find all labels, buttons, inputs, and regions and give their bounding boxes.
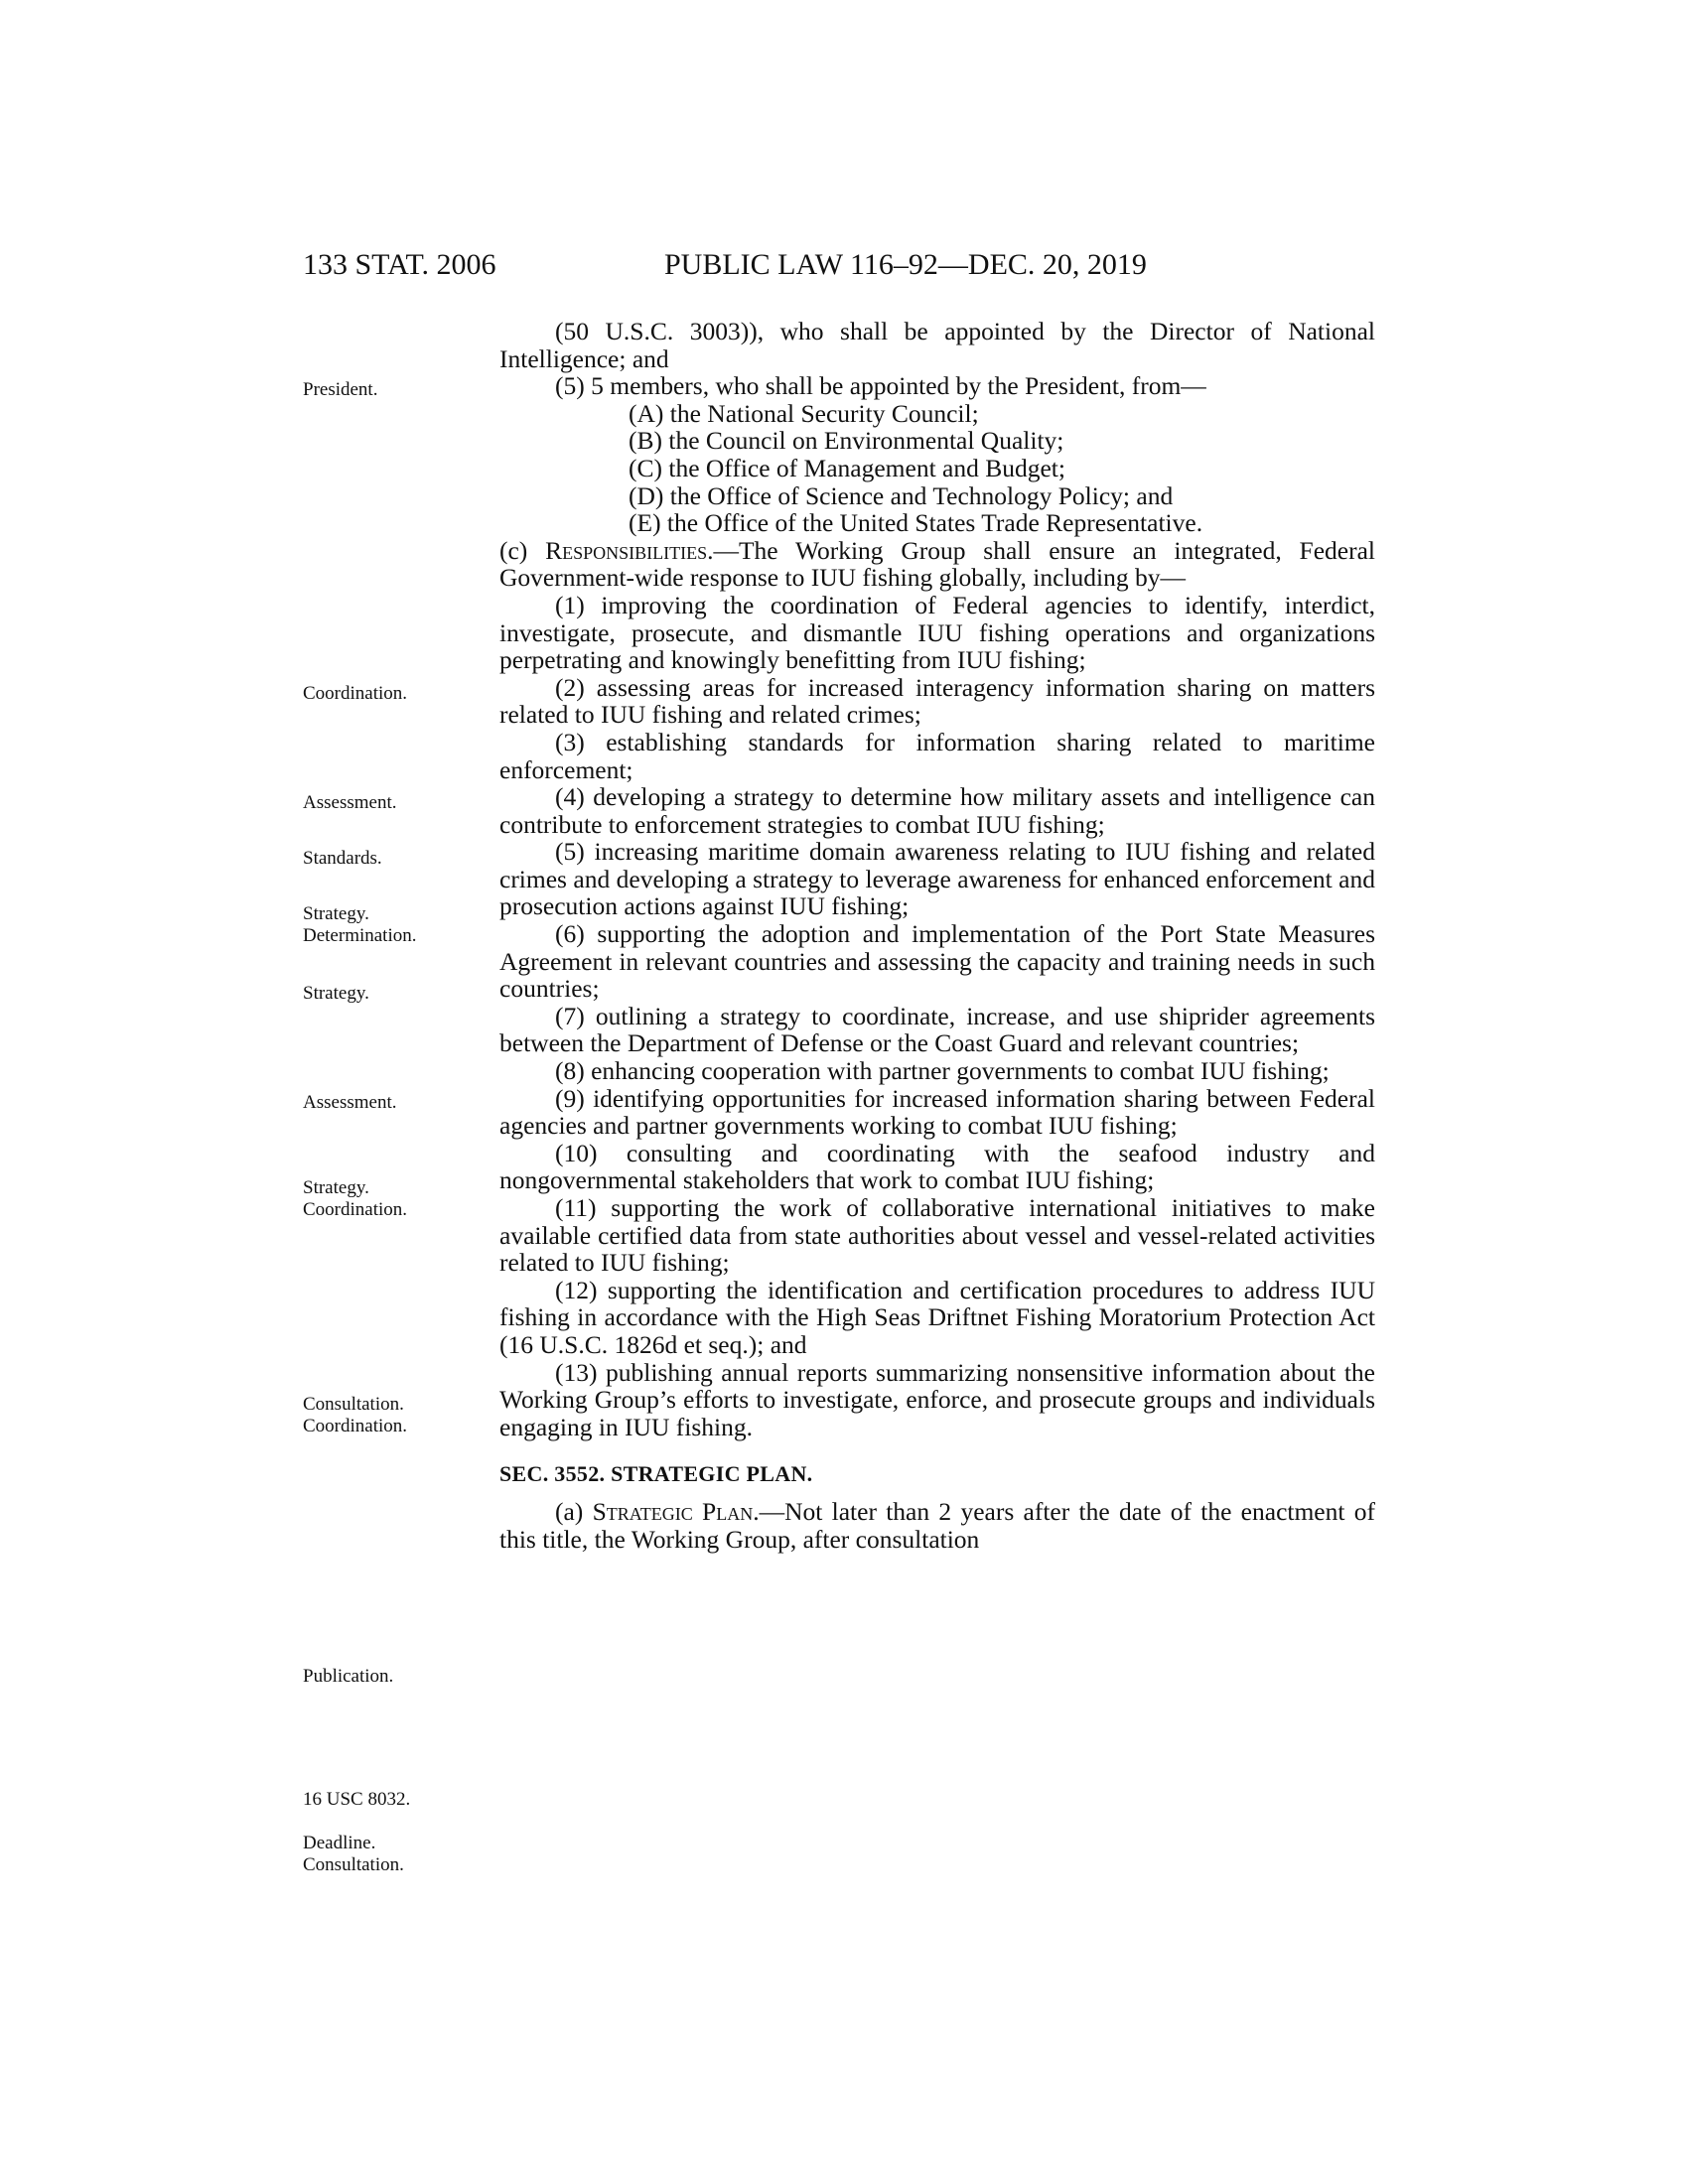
margin-note-strategy: Strategy.	[303, 983, 369, 1004]
margin-note-coordination: Coordination.	[303, 683, 408, 704]
responsibility-6: (6) supporting the adoption and implementation of the Port State Measures Agreement in relevant countries and assessing the capacity and training needs in such countries;	[499, 919, 1375, 1004]
subparagraph-e: (E) the Office of the United States Trade Representative.	[629, 508, 1203, 538]
margin-note-strategy: Strategy.	[303, 1177, 369, 1198]
margin-note-coordination: Coordination.	[303, 1416, 408, 1436]
responsibility-1: (1) improving the coordination of Federal agencies to identify, interdict, investigate, prosecute, and dismantle IUU fishing operations and organizations perpetrating and knowingly benefitting from IUU fishing;	[499, 590, 1375, 675]
margin-note-assessment: Assessment.	[303, 792, 397, 813]
margin-note-usc-citation: 16 USC 8032.	[303, 1789, 411, 1810]
responsibility-11: (11) supporting the work of collaborative international initiatives to make available certified data from state authorities about vessel and vessel-related activities related to IUU fishing;	[499, 1193, 1375, 1278]
responsibility-9: (9) identifying opportunities for increased information sharing between Federal agencies and partner governments working to combat IUU fishing;	[499, 1083, 1375, 1141]
statute-page-number: 133 STAT. 2006	[303, 248, 496, 281]
subsection-a-label: (a)	[555, 1496, 593, 1526]
responsibility-2: (2) assessing areas for increased interagency information sharing on matters related to IUU fishing and related crimes;	[499, 672, 1375, 730]
responsibility-7: (7) outlining a strategy to coordinate, increase, and use shiprider agreements between the Department of Defense or the Coast Guard and relevant countries;	[499, 1001, 1375, 1058]
responsibility-8: (8) enhancing cooperation with partner governments to combat IUU fishing;	[555, 1056, 1330, 1086]
subsection-c-text: .—The Working Group shall ensure an integrated, Federal Government-wide response to IUU fishing globally, including by—	[499, 535, 1375, 593]
responsibility-3: (3) establishing standards for information sharing related to maritime enforcement;	[499, 727, 1375, 784]
subparagraph-d: (D) the Office of Science and Technology Policy; and	[629, 480, 1174, 510]
responsibility-4: (4) developing a strategy to determine how military assets and intelligence can contribute to enforcement strategies to combat IUU fishing;	[499, 782, 1375, 839]
subparagraph-c: (C) the Office of Management and Budget;	[629, 453, 1065, 482]
subsection-a	[499, 1498, 1375, 1553]
responsibility-10: (10) consulting and coordinating with the seafood industry and nongovernmental stakeholders that work to combat IUU fishing;	[499, 1138, 1375, 1195]
margin-note-consultation: Consultation.	[303, 1394, 404, 1415]
continued-paragraph: (50 U.S.C. 3003)), who shall be appointed by the Director of National Intelligence; and	[499, 317, 1375, 373]
responsibility-13: (13) publishing annual reports summarizing nonsensitive information about the Working Group’s efforts to investigate, enforce, and prosecute groups and individuals engaging in IUU fishing.	[499, 1357, 1375, 1441]
running-header: PUBLIC LAW 116–92—DEC. 20, 2019	[664, 248, 1147, 281]
subsection-a-text: .—Not later than 2 years after the date of the enactment of this title, the Working Group, after consultation	[499, 1496, 1375, 1554]
paragraph-5: (5) 5 members, who shall be appointed by the President, from—	[555, 371, 1206, 401]
subparagraph-a: (A) the National Security Council;	[629, 398, 979, 428]
responsibility-5: (5) increasing maritime domain awareness relating to IUU fishing and related crimes and developing a strategy to leverage awareness for enhanced enforcement and prosecution actions against IUU fishing;	[499, 837, 1375, 921]
margin-note-coordination: Coordination.	[303, 1199, 408, 1220]
subsection-c	[499, 537, 1375, 592]
subsection-c-heading: Responsibilities	[545, 535, 708, 565]
margin-note-determination: Determination.	[303, 925, 417, 946]
margin-note-president: President.	[303, 379, 378, 400]
statute-body	[499, 318, 1375, 1553]
margin-note-consultation: Consultation.	[303, 1854, 404, 1875]
margin-note-standards: Standards.	[303, 848, 382, 869]
margin-note-deadline: Deadline.	[303, 1833, 376, 1853]
margin-note-assessment: Assessment.	[303, 1092, 397, 1113]
margin-note-publication: Publication.	[303, 1666, 394, 1687]
subparagraph-b: (B) the Council on Environmental Quality;	[629, 426, 1064, 456]
margin-note-strategy: Strategy.	[303, 903, 369, 924]
section-heading: SEC. 3552. STRATEGIC PLAN.	[499, 1461, 813, 1487]
subsection-c-label: (c)	[499, 535, 546, 565]
subsection-a-heading: Strategic Plan	[592, 1496, 754, 1526]
responsibility-12: (12) supporting the identification and certification procedures to address IUU fishing in accordance with the High Seas Driftnet Fishing Moratorium Protection Act (16 U.S.C. 1826d et seq.); and	[499, 1275, 1375, 1359]
